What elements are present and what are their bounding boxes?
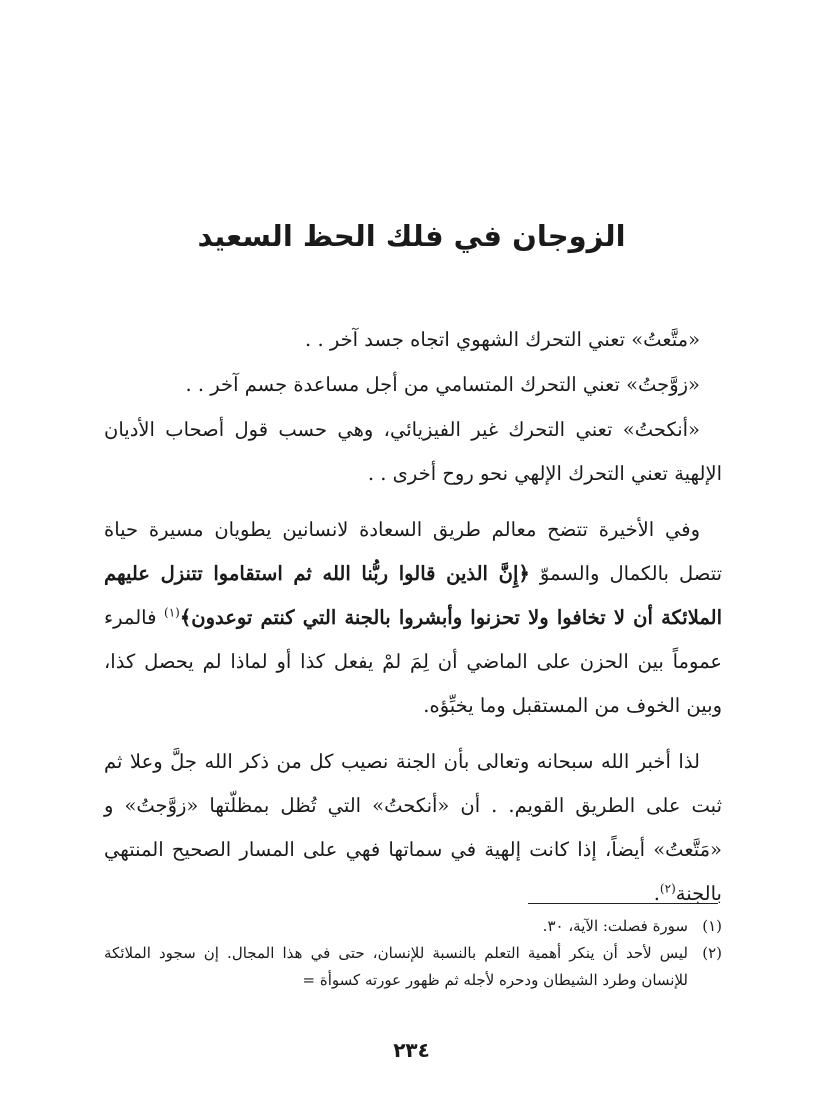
paragraph-4-rest: فالمرء عموماً بين الحزن على الماضي أن لِمَ لمْ يفعل كذا أو لماذا لم يحصل كذا، وبين الخوف من المستقبل وما يخبِّؤه. [104, 606, 722, 717]
paragraph-1: «متَّعتُ» تعني التحرك الشهوي اتجاه جسد آخر . . [305, 328, 700, 351]
footnote-ref-2[interactable]: (٢) [659, 881, 676, 896]
paragraph-4 [104, 508, 722, 728]
footnotes [104, 913, 722, 994]
paragraph-3: «أنكحتُ» تعني التحرك غير الفيزيائي، وهي حسب قول أصحاب الأديان الإلهية تعني التحرك الإلهي نحو روح أخرى . . [104, 418, 722, 485]
footnote-text: سورة فصلت: الآية، ٣٠. [542, 917, 688, 935]
footnote-ref-1[interactable]: (١) [164, 605, 180, 620]
footnote-1 [104, 913, 722, 940]
footnote-divider [528, 903, 718, 904]
footnote-number: (٢) [702, 944, 722, 962]
chapter-title: الزوجان في فلك الحظ السعيد [197, 219, 626, 254]
page-number: ٢٣٤ [393, 1038, 430, 1062]
footnote-2 [104, 940, 722, 994]
footnote-text: ليس لأحد أن ينكر أهمية التعلم بالنسبة للإنسان، حتى في هذا المجال. إن سجود الملائكة للإنسان وطرد الشيطان ودحره لأجله ثم ظهور عورته كسوأة = [104, 944, 688, 989]
paragraph-5 [104, 740, 722, 916]
paragraph-5-text: لذا أخبر الله سبحانه وتعالى بأن الجنة نصيب كل من ذكر الله جلَّ وعلا ثم ثبت على الطريق القويم. . أن «أنكحتُ» التي تُظل بمظلّتها «زوَّجتُ» و «مَتَّعتُ» أيضاً، إذا كانت إلهية في سماتها فهي على المسار الصحيح المنتهي بالجنة [104, 750, 722, 905]
body-text [104, 318, 722, 928]
footnote-number: (١) [702, 917, 722, 935]
quran-verse: ﴿إِنَّ الذين قالوا ربُّنا الله ثم استقاموا تتنزل عليهم الملائكة أن لا تخافوا ولا تحزنوا وأبشروا بالجنة التي كنتم توعدون﴾ [104, 562, 722, 629]
paragraph-2: «زوَّجتُ» تعني التحرك المتسامي من أجل مساعدة جسم آخر . . [185, 373, 700, 396]
paragraph-5-end: . [653, 882, 660, 905]
paragraph-4-intro: وفي الأخيرة تتضح معالم طريق السعادة لانسانين يطويان مسيرة حياة تتصل بالكمال والسموّ [104, 518, 723, 585]
